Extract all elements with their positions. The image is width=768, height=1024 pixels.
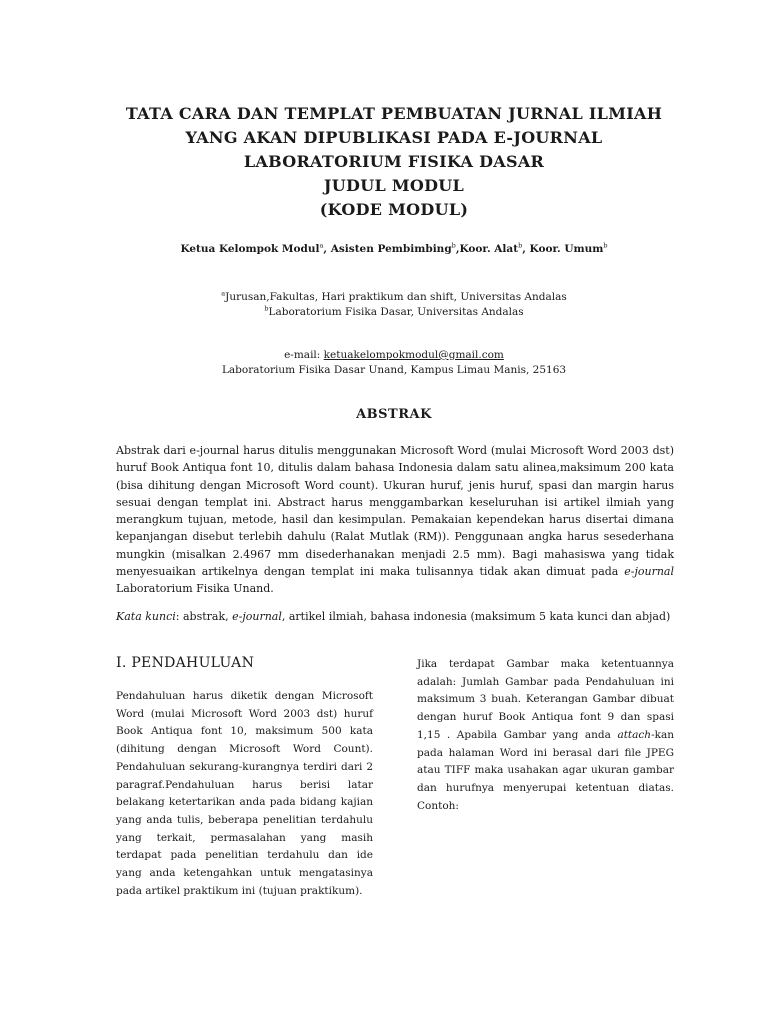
affiliations xyxy=(80,290,708,320)
abstract-text-end: Laboratorium Fisika Unand. xyxy=(116,582,274,596)
intro-right-text-1: Jika terdapat Gambar maka ketentuannya adalah: Jumlah Gambar pada Pendahuluan ini maksimum 3 buah. Keterangan Gambar dibuat dengan huruf Book Antiqua font 9 dan spasi 1,15 . Apabila Gambar yang anda xyxy=(417,658,674,741)
abstract-ejournal-em: e-journal xyxy=(624,565,674,579)
affiliation-a-text: Jurusan,Fakultas, Hari praktikum dan shift, Universitas Andalas xyxy=(225,291,567,303)
intro-right-column xyxy=(417,656,674,815)
section-heading-pendahuluan: I. PENDAHULUAN xyxy=(116,655,255,671)
intro-right-text-2: -kan pada halaman Word ini berasal dari file JPEG atau TIFF maka usahakan agar ukuran gambar dan hurufnya menyerupai ketentuan diatas. Contoh: xyxy=(417,728,674,812)
author-2: , Asisten Pembimbing xyxy=(323,243,452,255)
paper-title xyxy=(80,102,708,222)
affiliation-a-sup: a xyxy=(221,289,226,298)
title-line-4: JUDUL MODUL xyxy=(323,176,465,195)
affiliation-b-sup: b xyxy=(264,304,269,313)
author-3: ,Koor. Alat xyxy=(455,243,519,255)
intro-right-attach-em: attach xyxy=(617,728,652,741)
title-line-5: (KODE MODUL) xyxy=(319,200,469,219)
keywords-colon: : abstrak, xyxy=(175,610,233,623)
abstract-heading: ABSTRAK xyxy=(356,407,432,422)
contact-block xyxy=(80,348,708,378)
author-4-sup: b xyxy=(603,241,608,250)
affiliation-a xyxy=(80,290,708,305)
email-line xyxy=(80,348,708,363)
author-1: Ketua Kelompok Modul xyxy=(180,243,320,255)
author-1-sup: a xyxy=(319,241,324,250)
affiliation-b-text: Laboratorium Fisika Dasar, Universitas Andalas xyxy=(268,306,524,318)
abstract-body xyxy=(116,442,674,598)
author-3-sup: b xyxy=(518,241,523,250)
intro-left-column: Pendahuluan harus diketik dengan Microsoft Word (mulai Microsoft Word 2003 dst) huruf Book Antiqua font 10, maksimum 500 kata (dihitung dengan Microsoft Word Count). Pendahuluan sekurang-kurangnya terdiri dari 2 paragraf.Pendahuluan harus berisi latar belakang ketertarikan anda pada bidang kajian yang anda tulis, beberapa penelitian terdahulu yang terkait, permasalahan yang masih terdapat pada penelitian terdahulu dan ide yang anda ketengahkan untuk mengatasinya pada artikel praktikum ini (tujuan praktikum). xyxy=(116,690,373,897)
abstract-text: Abstrak dari e-journal harus ditulis menggunakan Microsoft Word (mulai Microsoft Word 2003 dst) huruf Book Antiqua font 10, ditulis dalam bahasa Indonesia dalam satu alinea,maksimum 200 kata (bisa dihitung dengan Microsoft Word count). Ukuran huruf, jenis huruf, spasi dan margin harus sesuai dengan templat ini. Abstract harus menggambarkan keseluruhan isi artikel ilmiah yang merangkum tujuan, metode, hasil dan kesimpulan. Pemakaian kependekan harus disertai dimana kepanjangan disebut terlebih dahulu (Ralat Mutlak (RM)). Penggunaan angka harus sesederhana mungkin (misalkan 2.4967 mm disederhanakan menjadi 2.5 mm). Bagi mahasiswa yang tidak menyesuaikan artikelnya dengan templat ini maka tulisannya tidak akan dimuat pada xyxy=(116,444,674,579)
keywords-rest: , artikel ilmiah, bahasa indonesia (maksimum 5 kata kunci dan abjad) xyxy=(281,610,671,623)
author-2-sup: b xyxy=(451,241,456,250)
email-label: e-mail: xyxy=(284,349,324,361)
title-line-2: YANG AKAN DIPUBLIKASI PADA E-JOURNAL xyxy=(185,128,603,147)
author-list xyxy=(80,243,708,255)
affiliation-b xyxy=(80,305,708,320)
keywords-ejournal: e-journal xyxy=(232,610,282,623)
title-line-1: TATA CARA DAN TEMPLAT PEMBUATAN JURNAL ILMIAH xyxy=(125,104,663,123)
email-link[interactable]: ketuakelompokmodul@gmail.com xyxy=(323,349,504,361)
keywords-label: Kata kunci xyxy=(116,610,176,623)
author-4: , Koor. Umum xyxy=(522,243,604,255)
keywords xyxy=(116,608,696,625)
address-line: Laboratorium Fisika Dasar Unand, Kampus Limau Manis, 25163 xyxy=(221,364,567,376)
title-line-3: LABORATORIUM FISIKA DASAR xyxy=(243,152,545,171)
